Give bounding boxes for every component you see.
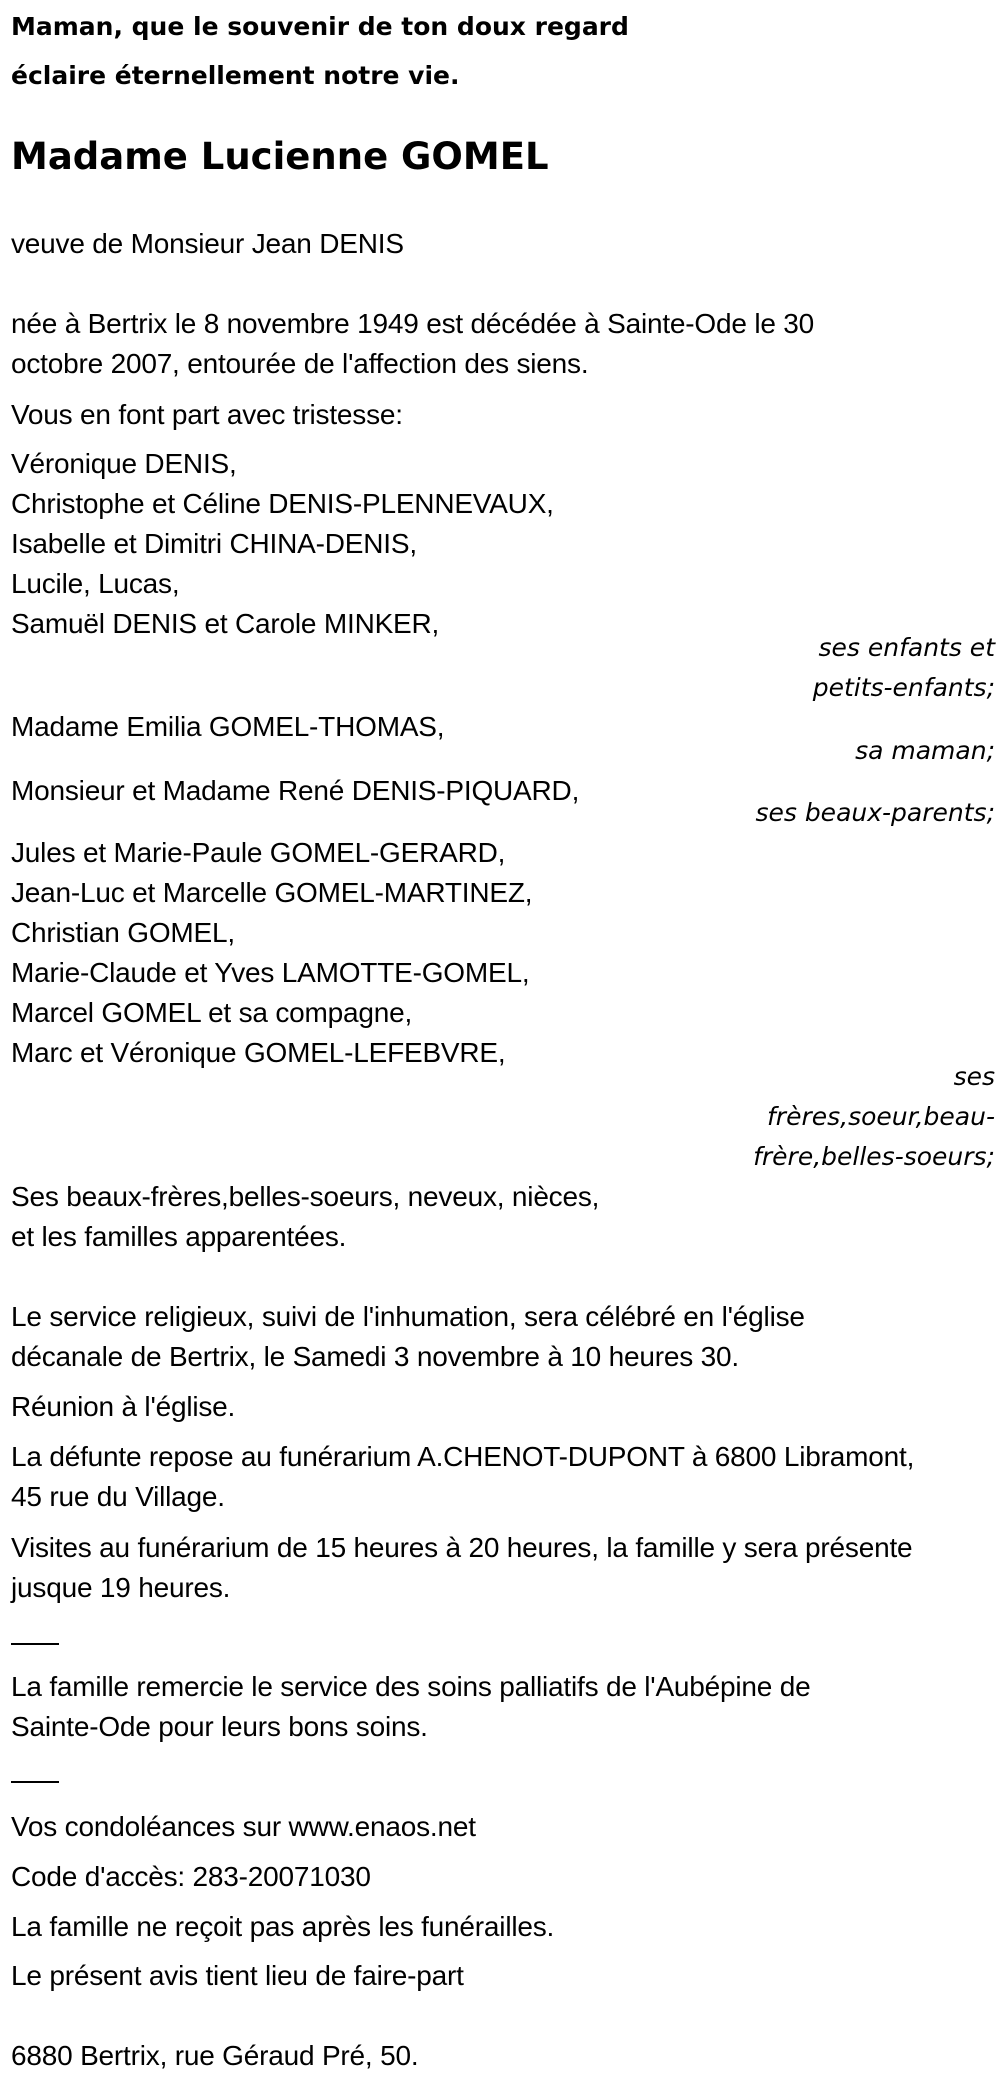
- relation-label: sa maman;: [855, 736, 995, 765]
- separator: [11, 1643, 59, 1645]
- relation-label: ses enfants et: [818, 633, 995, 662]
- visits-line-2: jusque 19 heures.: [11, 1572, 231, 1603]
- relation-label: frères,soeur,beau-: [766, 1102, 995, 1131]
- access-code: Code d'accès: 283-20071030: [11, 1861, 371, 1892]
- epitaph-line-2: éclaire éternellement notre vie.: [11, 61, 460, 90]
- thanks-line-1: La famille remercie le service des soins palliatifs de l'Aubépine de: [11, 1671, 811, 1702]
- family-member: Monsieur et Madame René DENIS-PIQUARD,: [11, 775, 580, 806]
- no-visits-text: La famille ne reçoit pas après les funérailles.: [11, 1911, 555, 1942]
- birth-death-line-2: octobre 2007, entourée de l'affection des siens.: [11, 348, 589, 379]
- visits-line-1: Visites au funérarium de 15 heures à 20 heures, la famille y sera présente: [11, 1532, 913, 1563]
- birth-death-line-1: née à Bertrix le 8 novembre 1949 est décédée à Sainte-Ode le 30: [11, 308, 815, 339]
- notice-text: Le présent avis tient lieu de faire-part: [11, 1960, 464, 1991]
- family-member: Samuël DENIS et Carole MINKER,: [11, 608, 440, 639]
- family-member: Madame Emilia GOMEL-THOMAS,: [11, 711, 445, 742]
- widow-of: veuve de Monsieur Jean DENIS: [11, 228, 404, 259]
- family-member: Jean-Luc et Marcelle GOMEL-MARTINEZ,: [11, 877, 533, 908]
- condolences-text: Vos condoléances sur www.enaos.net: [11, 1811, 476, 1842]
- separator: [11, 1781, 59, 1783]
- service-line-2: décanale de Bertrix, le Samedi 3 novembre à 10 heures 30.: [11, 1341, 739, 1372]
- rest-line-2: 45 rue du Village.: [11, 1481, 225, 1512]
- service-line-1: Le service religieux, suivi de l'inhumation, sera célébré en l'église: [11, 1301, 805, 1332]
- other-family: et les familles apparentées.: [11, 1221, 347, 1252]
- relation-label: petits-enfants;: [812, 673, 995, 702]
- family-member: Jules et Marie-Paule GOMEL-GERARD,: [11, 837, 506, 868]
- family-member: Christophe et Céline DENIS-PLENNEVAUX,: [11, 488, 554, 519]
- relation-label: ses: [953, 1062, 995, 1091]
- relation-label: frère,belles-soeurs;: [753, 1142, 995, 1171]
- family-member: Marie-Claude et Yves LAMOTTE-GOMEL,: [11, 957, 530, 988]
- address: 6880 Bertrix, rue Géraud Pré, 50.: [11, 2040, 419, 2071]
- meeting-text: Réunion à l'église.: [11, 1391, 236, 1422]
- relation-label: ses beaux-parents;: [755, 798, 995, 827]
- epitaph-line-1: Maman, que le souvenir de ton doux regard: [11, 12, 629, 41]
- family-member: Isabelle et Dimitri CHINA-DENIS,: [11, 528, 417, 559]
- announce-text: Vous en font part avec tristesse:: [11, 399, 403, 430]
- other-family: Ses beaux-frères,belles-soeurs, neveux, nièces,: [11, 1181, 600, 1212]
- thanks-line-2: Sainte-Ode pour leurs bons soins.: [11, 1711, 428, 1742]
- deceased-title: Madame Lucienne GOMEL: [11, 135, 549, 178]
- family-member: Christian GOMEL,: [11, 917, 235, 948]
- family-member: Véronique DENIS,: [11, 448, 237, 479]
- family-member: Marc et Véronique GOMEL-LEFEBVRE,: [11, 1037, 506, 1068]
- rest-line-1: La défunte repose au funérarium A.CHENOT-DUPONT à 6800 Libramont,: [11, 1441, 915, 1472]
- family-member: Marcel GOMEL et sa compagne,: [11, 997, 413, 1028]
- family-member: Lucile, Lucas,: [11, 568, 180, 599]
